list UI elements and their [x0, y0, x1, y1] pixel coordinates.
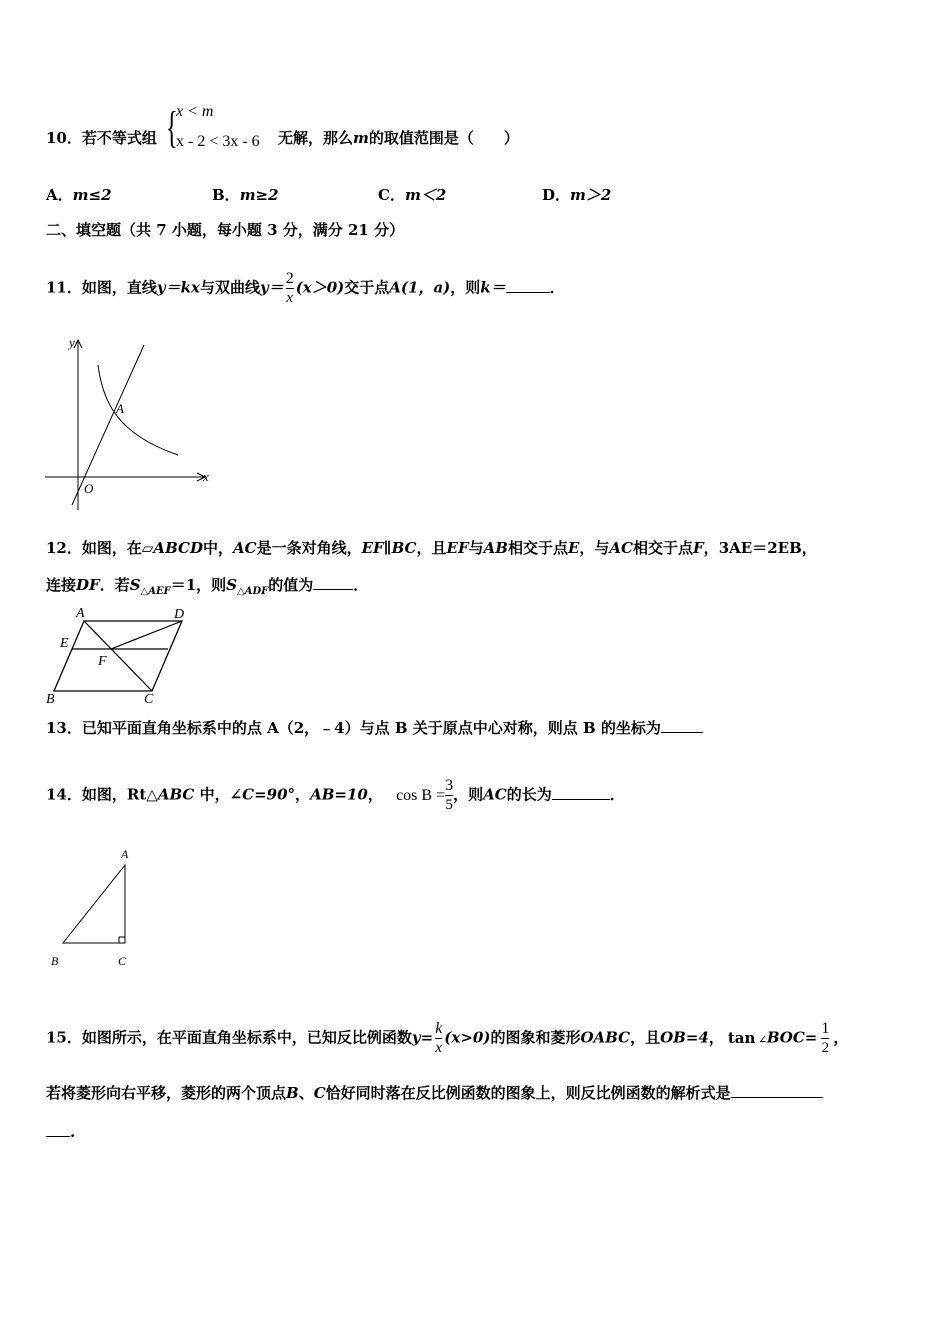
right-angle-mark	[119, 937, 125, 943]
q13-answer-blank[interactable]	[661, 718, 703, 733]
q15-answer-blank[interactable]	[731, 1083, 823, 1098]
q15-line3: .	[46, 1122, 75, 1142]
diagonal-ac	[84, 621, 152, 691]
q14-figure	[45, 843, 145, 971]
label-d: D	[174, 607, 185, 622]
q12-line1: 12．如图，在▱ABCD中，AC是一条对角线，EF∥BC，且EF与AB相交于点E，与AC相交于点F，3AE＝2EB，	[46, 539, 817, 557]
point-a-label: A	[116, 401, 124, 416]
q11-fraction: $\frac{2}{x}$	[285, 270, 294, 306]
q11-figure	[40, 335, 220, 515]
q15-line2: 若将菱形向右平移，菱形的两个顶点B、C恰好同时落在反比例函数的图象上，则反比例函数的解析式是	[46, 1083, 823, 1103]
q11-answer-blank[interactable]	[506, 278, 550, 293]
q10-inequality-2: x - 2 < 3x - 6	[176, 133, 260, 150]
label-c: C	[118, 954, 127, 968]
q10-number: 10．	[46, 129, 82, 147]
label-a: A	[121, 847, 129, 861]
q10-option-a[interactable]: A．m≤2	[46, 186, 112, 204]
q10-inequality-1: x < m	[176, 103, 214, 120]
x-label: x	[203, 469, 209, 484]
triangle-abc	[63, 865, 125, 943]
label-b: B	[51, 954, 59, 968]
q12-line2: 连接DF．若$S_{\triangle AEF}=1$，则$S_{\triangle ADF}$的值为 ．	[46, 576, 369, 597]
label-b: B	[46, 692, 55, 706]
q15-fraction-kx: $\frac{k}{x}$	[435, 1020, 443, 1056]
system-brace: {	[166, 103, 178, 152]
q10-option-c[interactable]: C．m＜2	[378, 186, 447, 204]
q10-tail: 无解，那么m的取值范围是（ ）	[278, 129, 519, 147]
label-f: F	[98, 654, 107, 669]
line-y-kx	[72, 345, 144, 505]
q15-line1: 15．如图所示，在平面直角坐标系中，已知反比例函数y= $\frac{k}{x}$ (x>0)的图象和菱形OABC，且OB=4， tan ∠BOC= $\frac{1}{2}$ ，	[46, 1020, 849, 1056]
q10-line: 10．若不等式组	[46, 129, 157, 147]
label-a: A	[76, 606, 85, 621]
q14-line: 14．如图，Rt△ABC 中，∠C=90°，AB=10， cos B = $\frac{3}{5}$ ，则AC的长为 ．	[46, 777, 625, 813]
q15-fraction-half: $\frac{1}{2}$	[821, 1020, 830, 1056]
q11-line: 11．如图，直线y＝kx与双曲线y＝ $\frac{2}{x}$ (x＞0)交于点A(1，a)，则k＝ ．	[46, 270, 565, 306]
section-heading: 二、填空题（共 7 小题，每小题 3 分，满分 21 分）	[46, 221, 405, 239]
q14-cos: cos B =	[396, 786, 446, 804]
q14-fraction: $\frac{3}{5}$	[445, 777, 454, 813]
q12-answer-blank[interactable]	[313, 575, 353, 590]
q10-option-b[interactable]: B．m≥2	[212, 186, 279, 204]
label-e: E	[60, 636, 69, 651]
hyperbola	[98, 365, 178, 455]
y-label: y	[69, 335, 75, 350]
q13-line: 13．已知平面直角坐标系中的点 A（2，﹣4）与点 B 关于原点中心对称，则点 B 的坐标为	[46, 718, 703, 738]
origin-label: O	[84, 481, 94, 496]
q10-option-d[interactable]: D．m＞2	[542, 186, 612, 204]
q14-answer-blank[interactable]	[552, 785, 610, 800]
q15-answer-blank-cont[interactable]	[46, 1122, 70, 1137]
q12-figure	[44, 603, 194, 706]
label-c: C	[144, 692, 154, 706]
